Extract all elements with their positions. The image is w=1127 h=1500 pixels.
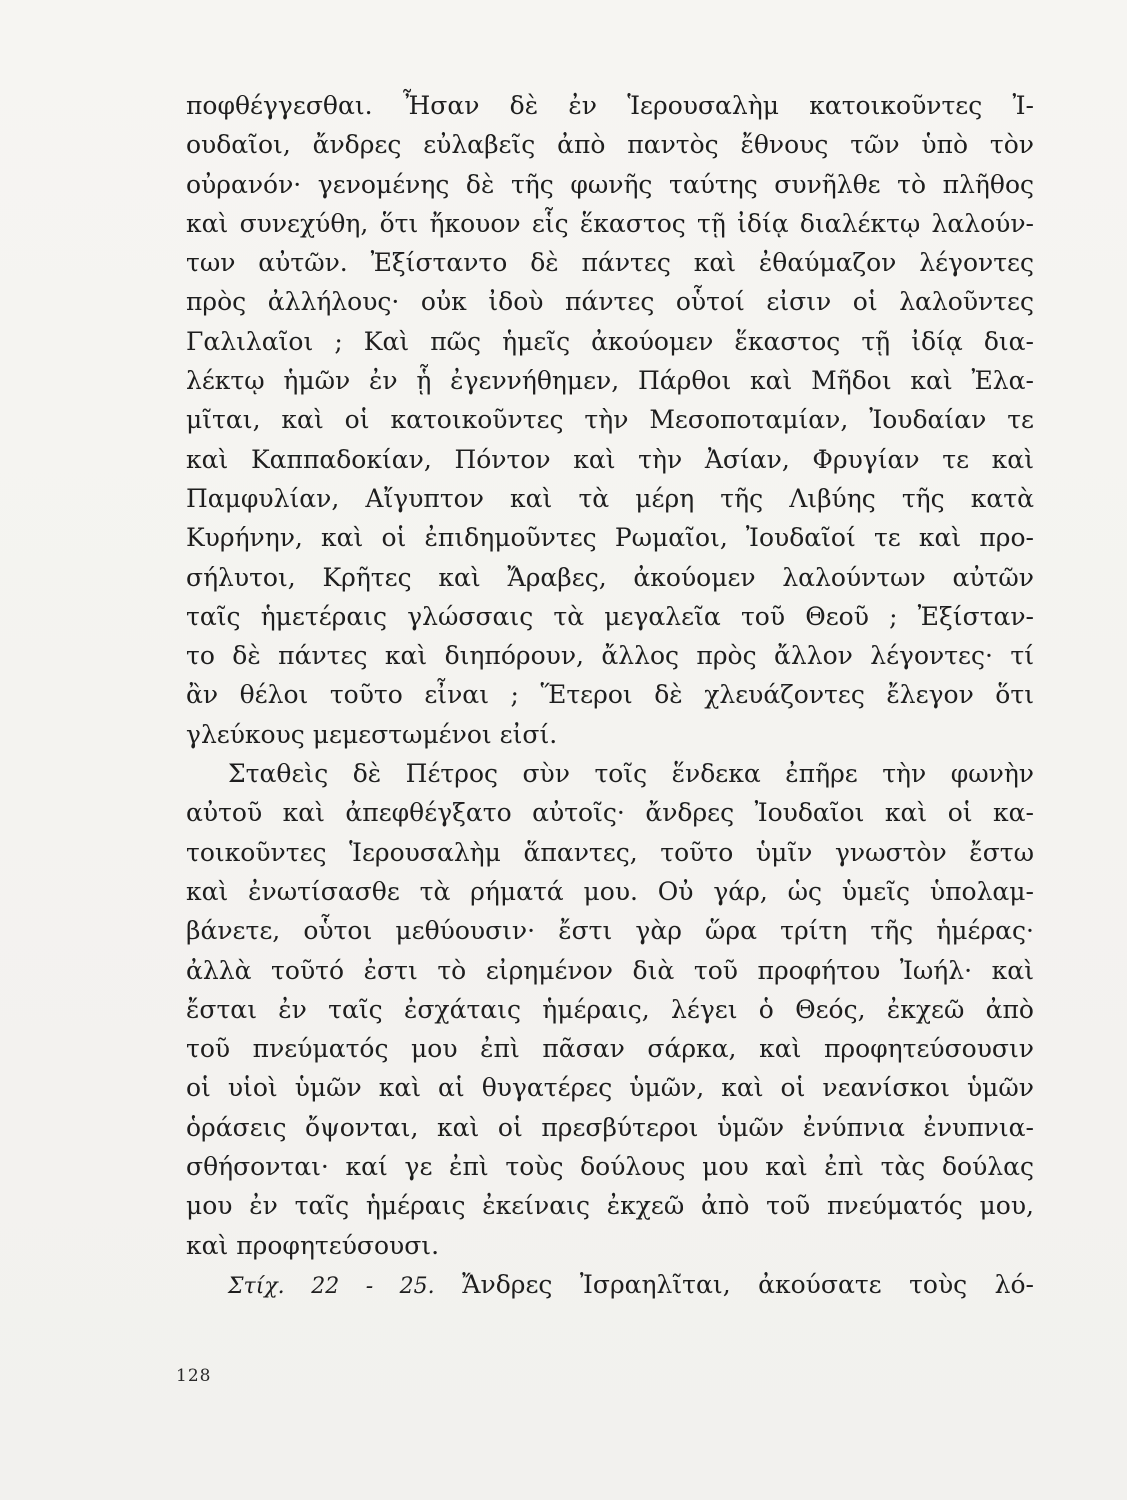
citation-line bbox=[186, 1265, 1034, 1304]
text-line: Γαλιλαῖοι ; Καὶ πῶς ἡμεῖς ἀκούομεν ἕκαστος τῇ ἰδίᾳ δια- bbox=[186, 326, 1034, 356]
body-text bbox=[186, 86, 1034, 1304]
text-line: λέκτῳ ἡμῶν ἐν ᾗ ἐγεννήθημεν, Πάρθοι καὶ Μῆδοι καὶ Ἐλα- bbox=[186, 366, 1034, 396]
text-line: ταῖς ἡμετέραις γλώσσαις τὰ μεγαλεῖα τοῦ Θεοῦ ; Ἐξίσταν- bbox=[186, 601, 1034, 631]
text-line: σθήσονται· καί γε ἐπὶ τοὺς δούλους μου καὶ ἐπὶ τὰς δούλας bbox=[186, 1152, 1034, 1182]
paragraph-end-line: γλεύκους μεμεστωμένοι εἰσί. bbox=[186, 719, 558, 749]
text-line: ἔσται ἐν ταῖς ἐσχάταις ἡμέραις, λέγει ὁ Θεός, ἐκχεῶ ἀπὸ bbox=[186, 994, 1034, 1024]
text-line: οἱ υἱοὶ ὑμῶν καὶ αἱ θυγατέρες ὑμῶν, καὶ οἱ νεανίσκοι ὑμῶν bbox=[186, 1073, 1034, 1103]
text-line: καὶ Καππαδοκίαν, Πόντον καὶ τὴν Ἀσίαν, Φρυγίαν τε καὶ bbox=[186, 444, 1034, 474]
text-line: ὁράσεις ὄψονται, καὶ οἱ πρεσβύτεροι ὑμῶν ἐνύπνια ἐνυπνια- bbox=[186, 1112, 1034, 1142]
text-line: βάνετε, οὗτοι μεθύουσιν· ἔστι γὰρ ὥρα τρίτη τῆς ἡμέρας· bbox=[186, 916, 1034, 946]
text-line: καὶ συνεχύθη, ὅτι ἤκουον εἷς ἕκαστος τῇ ἰδίᾳ διαλέκτῳ λαλούν- bbox=[186, 208, 1034, 238]
page-number: 128 bbox=[176, 1366, 212, 1386]
verse-reference: Στίχ. 22 - 25. bbox=[228, 1273, 435, 1299]
text-line: το δὲ πάντες καὶ διηπόρουν, ἄλλος πρὸς ἄλλον λέγοντες· τί bbox=[186, 641, 1034, 671]
text-line: οὐρανόν· γενομένης δὲ τῆς φωνῆς ταύτης συνῆλθε τὸ πλῆθος bbox=[186, 169, 1034, 199]
text-line: Κυρήνην, καὶ οἱ ἐπιδημοῦντες Ρωμαῖοι, Ἰουδαῖοί τε καὶ προ- bbox=[186, 523, 1034, 553]
text-line: Παμφυλίαν, Αἴγυπτον καὶ τὰ μέρη τῆς Λιβύης τῆς κατὰ bbox=[186, 483, 1034, 513]
text-line: μου ἐν ταῖς ἡμέραις ἐκείναις ἐκχεῶ ἀπὸ τοῦ πνεύματός μου, bbox=[186, 1191, 1034, 1221]
paragraph-start-line: Σταθεὶς δὲ Πέτρος σὺν τοῖς ἕνδεκα ἐπῆρε τὴν φωνὴν bbox=[228, 759, 1034, 789]
text-line: ποφθέγγεσθαι. Ἦσαν δὲ ἐν Ἱερουσαλὴμ κατοικοῦντες Ἰ- bbox=[186, 91, 1034, 120]
text-line: καὶ ἐνωτίσασθε τὰ ρήματά μου. Οὐ γάρ, ὡς ὑμεῖς ὑπολαμ- bbox=[186, 876, 1034, 906]
text-line: ουδαῖοι, ἄνδρες εὐλαβεῖς ἀπὸ παντὸς ἔθνους τῶν ὑπὸ τὸν bbox=[186, 130, 1034, 160]
text-line: πρὸς ἀλλήλους· οὐκ ἰδοὺ πάντες οὗτοί εἰσιν οἱ λαλοῦντες bbox=[186, 287, 1034, 317]
text-line: τοῦ πνεύματός μου ἐπὶ πᾶσαν σάρκα, καὶ προφητεύσουσιν bbox=[186, 1034, 1034, 1064]
text-line: τοικοῦντες Ἱερουσαλὴμ ἅπαντες, τοῦτο ὑμῖν γνωστὸν ἔστω bbox=[186, 837, 1034, 867]
text-line: των αὐτῶν. Ἐξίσταντο δὲ πάντες καὶ ἐθαύμαζον λέγοντες bbox=[186, 248, 1034, 278]
text-line: σήλυτοι, Κρῆτες καὶ Ἄραβες, ἀκούομεν λαλούντων αὐτῶν bbox=[186, 562, 1034, 592]
paragraph-end-line: καὶ προφητεύσουσι. bbox=[186, 1230, 440, 1260]
text-line: ἂν θέλοι τοῦτο εἶναι ; Ἕτεροι δὲ χλευάζοντες ἔλεγον ὅτι bbox=[186, 680, 1034, 710]
text-line: ἀλλὰ τοῦτό ἐστι τὸ εἰρημένον διὰ τοῦ προφήτου Ἰωήλ· καὶ bbox=[186, 955, 1034, 985]
citation-text: Ἄνδρες Ἰσραηλῖται, ἀκούσατε τοὺς λό- bbox=[462, 1269, 1034, 1299]
text-line: μῖται, καὶ οἱ κατοικοῦντες τὴν Μεσοποταμίαν, Ἰουδαίαν τε bbox=[186, 405, 1034, 435]
text-line: αὐτοῦ καὶ ἀπεφθέγξατο αὐτοῖς· ἄνδρες Ἰουδαῖοι καὶ οἱ κα- bbox=[186, 798, 1034, 828]
